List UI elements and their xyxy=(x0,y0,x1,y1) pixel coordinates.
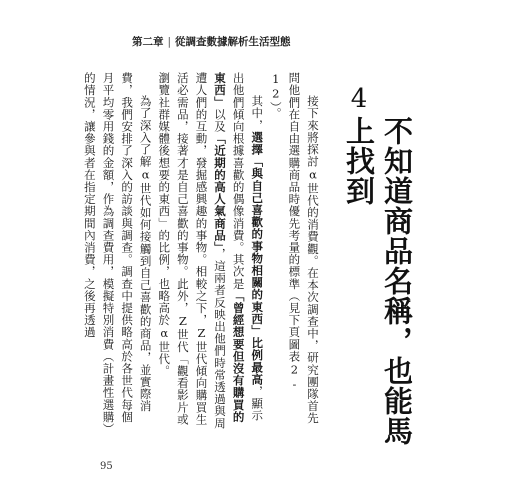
header-separator: | xyxy=(167,36,172,48)
paragraph xyxy=(155,72,267,432)
paragraph xyxy=(266,72,322,432)
emphasized-text: 「近期的高人氣商品」 xyxy=(213,132,228,248)
text-run: 以及 xyxy=(213,108,228,133)
text-run: 為了深入了解α世代如何接觸到自己喜歡的商品，並實際消費，我們安排了深入的訪談與調查。調查中提供略高於各世代每個月平均零用錢的金額，作為調查費用，模擬特別消費（計畫性選購）的情況，讓參與者在指定期間內消費，之後再透過 xyxy=(82,72,153,430)
text-run: 接下來將探討α世代的消費觀。在本次調查中，研究團隊首先問他們在自由選購商品時優先考量的標準（見下頁圖表2-12）。 xyxy=(268,72,320,425)
header-chapter: 第二章 xyxy=(132,36,164,48)
emphasized-text: 「曾經想要但沒有購買的東西」 xyxy=(213,72,246,423)
section-number: 4 xyxy=(350,84,368,114)
body-text xyxy=(82,72,322,432)
page-number: 95 xyxy=(100,461,113,472)
emphasized-text: 選擇「與自己喜歡的事物相關的東西」比例最高 xyxy=(250,131,265,386)
text-run: ，這兩者反映出他們時常透過與周遭人們的互動，發掘感興趣的事物。相較之下，Z世代傾向購買生活必需品，接著才是自己喜歡的事物。此外，Z世代「觀看影片或瀏覽社群媒體後想要的東西」的比例，也略高於α世代。 xyxy=(157,72,228,430)
section-title: 不知道商品名稱，也能馬上找到 xyxy=(342,116,414,446)
running-header xyxy=(132,34,291,49)
text-run: 其中， xyxy=(250,95,265,132)
paragraph xyxy=(80,72,154,432)
header-section-title: 從調查數據解析生活型態 xyxy=(175,36,291,48)
text-run: ，顯示出他們傾向根據喜歡的偶像消費。其次是 xyxy=(231,72,265,422)
